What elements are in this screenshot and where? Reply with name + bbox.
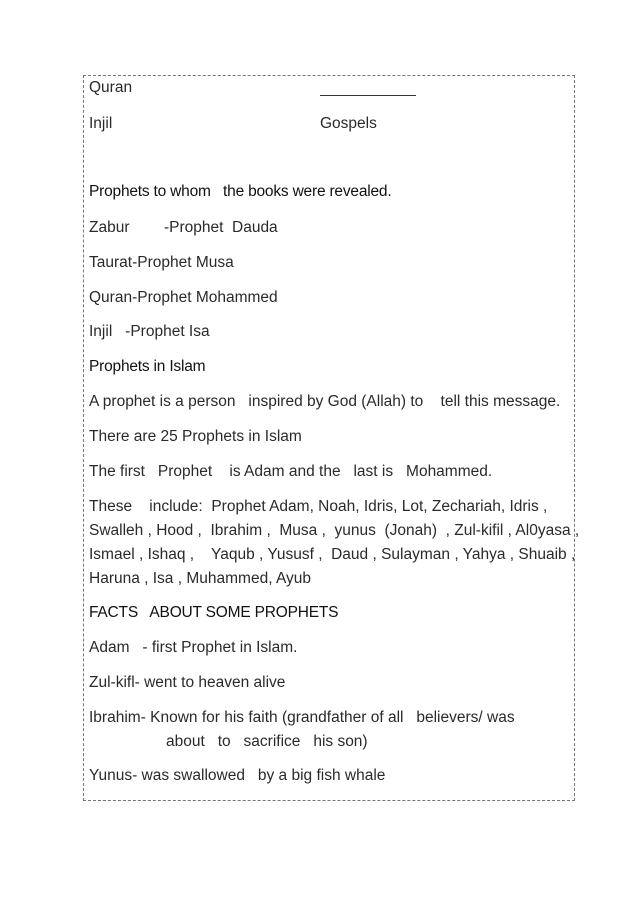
book-line: Taurat-Prophet Musa [89,254,234,271]
islam-line: The first Prophet is Adam and the last is Mohammed. [89,463,493,480]
islam-line: Ismael , Ishaq , Yaqub , Yususf , Daud , Sulayman , Yahya , Shuaib , [89,546,576,563]
fact-line: Ibrahim- Known for his faith (grandfather of all believers/ was [89,709,515,726]
islam-line: A prophet is a person inspired by God (Allah) to tell this message. [89,393,561,410]
fact-line: Adam - first Prophet in Islam. [89,639,298,656]
islam-line: These include: Prophet Adam, Noah, Idris, Lot, Zechariah, Idris , [89,498,548,515]
row-quran-label: Quran [89,79,133,96]
row-injil-answer: Gospels [320,115,377,132]
islam-heading: Prophets in Islam [89,358,206,375]
fact-line-continuation: about to sacrifice his son) [166,733,368,750]
facts-heading: FACTS ABOUT SOME PROPHETS [89,604,339,621]
fact-line: Yunus- was swallowed by a big fish whale [89,767,386,784]
book-line: Quran-Prophet Mohammed [89,289,278,306]
fact-line: Zul-kifl- went to heaven alive [89,674,286,691]
book-line: Injil -Prophet Isa [89,323,210,340]
islam-line: Swalleh , Hood , Ibrahim , Musa , yunus (Jonah) , Zul-kifil , Al0yasa , [89,522,580,539]
islam-line: Haruna , Isa , Muhammed, Ayub [89,570,311,587]
islam-line: There are 25 Prophets in Islam [89,428,302,445]
row-injil-label: Injil [89,115,113,132]
book-line: Zabur -Prophet Dauda [89,219,278,236]
blank-answer-line [320,95,416,96]
books-heading: Prophets to whom the books were revealed. [89,183,392,200]
